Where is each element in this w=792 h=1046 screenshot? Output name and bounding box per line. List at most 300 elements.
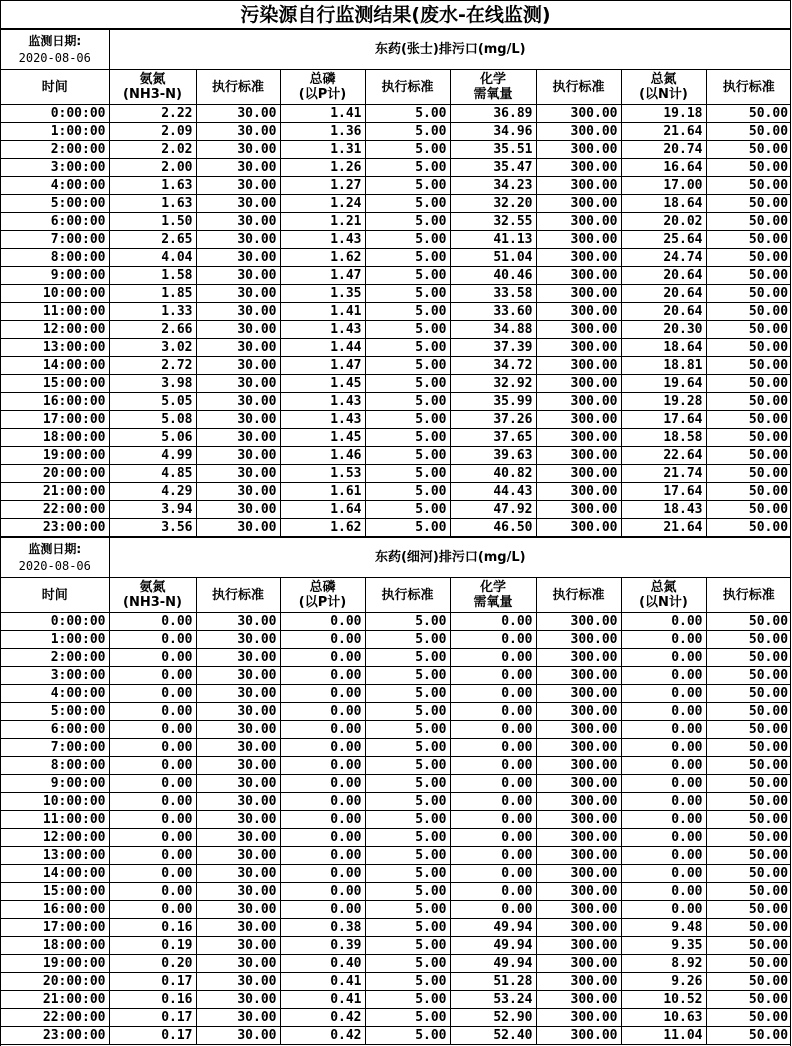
table-row xyxy=(1,393,791,411)
cell-total-nitrogen: 0.00 xyxy=(621,685,706,703)
cell-total-nitrogen: 17.64 xyxy=(621,483,706,501)
cell-ammonia-nitrogen: 1.85 xyxy=(109,285,196,303)
cell-total-nitrogen: 10.52 xyxy=(621,991,706,1009)
cell-total-nitrogen: 0.00 xyxy=(621,811,706,829)
cell-ammonia-standard: 30.00 xyxy=(196,883,280,901)
cell-nitrogen-standard: 50.00 xyxy=(706,447,791,465)
cell-cod-standard: 300.00 xyxy=(536,937,621,955)
cell-ammonia-nitrogen: 1.50 xyxy=(109,213,196,231)
cell-time: 6:00:00 xyxy=(1,213,109,231)
cell-cod: 35.51 xyxy=(450,141,536,159)
cell-phosphorus-standard: 5.00 xyxy=(365,321,450,339)
cell-cod-standard: 300.00 xyxy=(536,757,621,775)
cell-cod-standard: 300.00 xyxy=(536,339,621,357)
cell-nitrogen-standard: 50.00 xyxy=(706,429,791,447)
column-header-row xyxy=(1,70,791,105)
table-row xyxy=(1,375,791,393)
cell-ammonia-nitrogen: 2.02 xyxy=(109,141,196,159)
cell-ammonia-nitrogen: 0.00 xyxy=(109,793,196,811)
cell-cod: 49.94 xyxy=(450,919,536,937)
cell-cod: 32.92 xyxy=(450,375,536,393)
cell-time: 6:00:00 xyxy=(1,721,109,739)
cell-cod: 0.00 xyxy=(450,613,536,631)
cell-total-nitrogen: 20.64 xyxy=(621,285,706,303)
cell-ammonia-nitrogen: 1.58 xyxy=(109,267,196,285)
cell-total-nitrogen: 19.28 xyxy=(621,393,706,411)
cell-ammonia-standard: 30.00 xyxy=(196,123,280,141)
cell-cod: 0.00 xyxy=(450,739,536,757)
cell-ammonia-standard: 30.00 xyxy=(196,321,280,339)
cell-total-nitrogen: 18.81 xyxy=(621,357,706,375)
cell-nitrogen-standard: 50.00 xyxy=(706,393,791,411)
cell-cod-standard: 300.00 xyxy=(536,213,621,231)
cell-nitrogen-standard: 50.00 xyxy=(706,195,791,213)
cell-total-phosphorus: 1.43 xyxy=(280,411,365,429)
cell-cod: 0.00 xyxy=(450,649,536,667)
cell-cod-standard: 300.00 xyxy=(536,919,621,937)
header-text: 总磷 xyxy=(309,580,336,595)
cell-total-nitrogen: 0.00 xyxy=(621,721,706,739)
cell-nitrogen-standard: 50.00 xyxy=(706,991,791,1009)
header-total-nitrogen xyxy=(621,70,706,105)
header-ammonia-nitrogen xyxy=(109,70,196,105)
cell-cod: 35.99 xyxy=(450,393,536,411)
cell-ammonia-standard: 30.00 xyxy=(196,667,280,685)
header-cod-standard xyxy=(536,578,621,613)
header-text: 执行标准 xyxy=(722,79,775,95)
table-row xyxy=(1,213,791,231)
cell-total-phosphorus: 0.42 xyxy=(280,1009,365,1027)
cell-cod: 0.00 xyxy=(450,829,536,847)
cell-ammonia-standard: 30.00 xyxy=(196,919,280,937)
cell-cod-standard: 300.00 xyxy=(536,685,621,703)
cell-time: 15:00:00 xyxy=(1,883,109,901)
cell-ammonia-nitrogen: 0.19 xyxy=(109,937,196,955)
cell-total-phosphorus: 1.36 xyxy=(280,123,365,141)
monitoring-date xyxy=(1,30,109,70)
cell-total-nitrogen: 18.43 xyxy=(621,501,706,519)
cell-cod-standard: 300.00 xyxy=(536,303,621,321)
cell-nitrogen-standard: 50.00 xyxy=(706,375,791,393)
table-row xyxy=(1,703,791,721)
cell-phosphorus-standard: 5.00 xyxy=(365,613,450,631)
cell-ammonia-standard: 30.00 xyxy=(196,285,280,303)
cell-ammonia-nitrogen: 2.22 xyxy=(109,105,196,123)
cell-ammonia-standard: 30.00 xyxy=(196,793,280,811)
cell-ammonia-nitrogen: 0.16 xyxy=(109,919,196,937)
cell-ammonia-standard: 30.00 xyxy=(196,865,280,883)
cell-time: 14:00:00 xyxy=(1,865,109,883)
cell-cod: 44.43 xyxy=(450,483,536,501)
cell-cod-standard: 300.00 xyxy=(536,447,621,465)
cell-total-nitrogen: 18.64 xyxy=(621,339,706,357)
table-row xyxy=(1,339,791,357)
header-text: (NH3-N) xyxy=(123,87,182,102)
table-row xyxy=(1,303,791,321)
cell-total-phosphorus: 0.00 xyxy=(280,631,365,649)
cell-phosphorus-standard: 5.00 xyxy=(365,649,450,667)
station-name xyxy=(109,538,791,578)
cell-time: 21:00:00 xyxy=(1,483,109,501)
cell-ammonia-nitrogen: 0.00 xyxy=(109,721,196,739)
cell-total-nitrogen: 21.64 xyxy=(621,123,706,141)
cell-cod: 33.60 xyxy=(450,303,536,321)
cell-ammonia-standard: 30.00 xyxy=(196,105,280,123)
cell-phosphorus-standard: 5.00 xyxy=(365,519,450,537)
cell-ammonia-nitrogen: 3.94 xyxy=(109,501,196,519)
cell-time: 2:00:00 xyxy=(1,141,109,159)
cell-ammonia-nitrogen: 0.00 xyxy=(109,649,196,667)
cell-total-nitrogen: 19.18 xyxy=(621,105,706,123)
cell-ammonia-standard: 30.00 xyxy=(196,213,280,231)
cell-time: 12:00:00 xyxy=(1,321,109,339)
cell-phosphorus-standard: 5.00 xyxy=(365,847,450,865)
cell-phosphorus-standard: 5.00 xyxy=(365,793,450,811)
cell-ammonia-standard: 30.00 xyxy=(196,775,280,793)
cell-ammonia-standard: 30.00 xyxy=(196,649,280,667)
cell-nitrogen-standard: 50.00 xyxy=(706,231,791,249)
cell-cod: 34.23 xyxy=(450,177,536,195)
cell-cod: 0.00 xyxy=(450,865,536,883)
cell-phosphorus-standard: 5.00 xyxy=(365,901,450,919)
cell-time: 18:00:00 xyxy=(1,937,109,955)
cell-ammonia-standard: 30.00 xyxy=(196,483,280,501)
header-text: 执行标准 xyxy=(552,79,605,95)
table-row xyxy=(1,757,791,775)
cell-time: 5:00:00 xyxy=(1,703,109,721)
cell-ammonia-nitrogen: 0.17 xyxy=(109,973,196,991)
cell-phosphorus-standard: 5.00 xyxy=(365,249,450,267)
cell-phosphorus-standard: 5.00 xyxy=(365,105,450,123)
table-row xyxy=(1,811,791,829)
section-table xyxy=(1,537,791,1045)
cell-cod: 49.94 xyxy=(450,937,536,955)
cell-cod-standard: 300.00 xyxy=(536,811,621,829)
cell-cod-standard: 300.00 xyxy=(536,883,621,901)
table-row xyxy=(1,613,791,631)
cell-ammonia-nitrogen: 5.05 xyxy=(109,393,196,411)
cell-total-phosphorus: 0.40 xyxy=(280,955,365,973)
cell-nitrogen-standard: 50.00 xyxy=(706,703,791,721)
cell-cod-standard: 300.00 xyxy=(536,105,621,123)
cell-nitrogen-standard: 50.00 xyxy=(706,829,791,847)
cell-phosphorus-standard: 5.00 xyxy=(365,721,450,739)
station-row xyxy=(1,30,791,70)
cell-total-phosphorus: 1.45 xyxy=(280,375,365,393)
cell-total-phosphorus: 1.64 xyxy=(280,501,365,519)
cell-phosphorus-standard: 5.00 xyxy=(365,937,450,955)
cell-ammonia-standard: 30.00 xyxy=(196,519,280,537)
cell-phosphorus-standard: 5.00 xyxy=(365,339,450,357)
table-row xyxy=(1,285,791,303)
cell-ammonia-standard: 30.00 xyxy=(196,141,280,159)
cell-total-phosphorus: 1.47 xyxy=(280,357,365,375)
table-row xyxy=(1,991,791,1009)
cell-ammonia-standard: 30.00 xyxy=(196,231,280,249)
cell-total-nitrogen: 20.30 xyxy=(621,321,706,339)
cell-ammonia-standard: 30.00 xyxy=(196,991,280,1009)
cell-ammonia-nitrogen: 4.04 xyxy=(109,249,196,267)
cell-cod-standard: 300.00 xyxy=(536,793,621,811)
cell-cod: 36.89 xyxy=(450,105,536,123)
cell-ammonia-nitrogen: 3.02 xyxy=(109,339,196,357)
cell-ammonia-standard: 30.00 xyxy=(196,847,280,865)
cell-total-phosphorus: 0.00 xyxy=(280,739,365,757)
cell-total-nitrogen: 24.74 xyxy=(621,249,706,267)
cell-total-phosphorus: 0.00 xyxy=(280,685,365,703)
cell-total-nitrogen: 0.00 xyxy=(621,775,706,793)
cell-time: 9:00:00 xyxy=(1,267,109,285)
cell-phosphorus-standard: 5.00 xyxy=(365,231,450,249)
header-text: 执行标准 xyxy=(381,79,434,95)
cell-total-nitrogen: 20.64 xyxy=(621,303,706,321)
header-phosphorus-standard xyxy=(365,70,450,105)
cell-cod-standard: 300.00 xyxy=(536,703,621,721)
cell-cod: 34.96 xyxy=(450,123,536,141)
cell-cod-standard: 300.00 xyxy=(536,285,621,303)
cell-time: 7:00:00 xyxy=(1,739,109,757)
table-row xyxy=(1,123,791,141)
cell-total-nitrogen: 0.00 xyxy=(621,757,706,775)
cell-phosphorus-standard: 5.00 xyxy=(365,631,450,649)
table-row xyxy=(1,649,791,667)
cell-cod: 0.00 xyxy=(450,811,536,829)
cell-cod: 34.88 xyxy=(450,321,536,339)
table-row xyxy=(1,793,791,811)
cell-cod-standard: 300.00 xyxy=(536,267,621,285)
table-row xyxy=(1,411,791,429)
header-text: 执行标准 xyxy=(211,587,264,603)
cell-nitrogen-standard: 50.00 xyxy=(706,649,791,667)
cell-ammonia-standard: 30.00 xyxy=(196,739,280,757)
cell-total-phosphorus: 0.00 xyxy=(280,649,365,667)
cell-ammonia-nitrogen: 0.00 xyxy=(109,811,196,829)
header-text: 执行标准 xyxy=(722,587,775,603)
cell-time: 1:00:00 xyxy=(1,631,109,649)
header-phosphorus-standard xyxy=(365,578,450,613)
cell-total-phosphorus: 0.00 xyxy=(280,901,365,919)
cell-cod: 0.00 xyxy=(450,667,536,685)
cell-total-phosphorus: 1.45 xyxy=(280,429,365,447)
cell-total-nitrogen: 20.74 xyxy=(621,141,706,159)
cell-total-nitrogen: 0.00 xyxy=(621,703,706,721)
cell-ammonia-standard: 30.00 xyxy=(196,757,280,775)
date-label: 监测日期: xyxy=(28,33,82,48)
cell-time: 12:00:00 xyxy=(1,829,109,847)
cell-nitrogen-standard: 50.00 xyxy=(706,739,791,757)
cell-phosphorus-standard: 5.00 xyxy=(365,141,450,159)
cell-cod: 0.00 xyxy=(450,685,536,703)
cell-total-nitrogen: 9.48 xyxy=(621,919,706,937)
cell-nitrogen-standard: 50.00 xyxy=(706,811,791,829)
cell-phosphorus-standard: 5.00 xyxy=(365,285,450,303)
cell-cod: 40.82 xyxy=(450,465,536,483)
cell-ammonia-nitrogen: 2.66 xyxy=(109,321,196,339)
cell-phosphorus-standard: 5.00 xyxy=(365,811,450,829)
cell-nitrogen-standard: 50.00 xyxy=(706,1009,791,1027)
cell-total-phosphorus: 0.00 xyxy=(280,883,365,901)
header-text: (以P计) xyxy=(298,87,347,102)
header-text: 时间 xyxy=(41,79,68,95)
cell-cod: 32.55 xyxy=(450,213,536,231)
table-row xyxy=(1,685,791,703)
cell-cod: 41.13 xyxy=(450,231,536,249)
cell-total-phosphorus: 1.35 xyxy=(280,285,365,303)
header-text: 执行标准 xyxy=(381,587,434,603)
cell-ammonia-nitrogen: 0.00 xyxy=(109,757,196,775)
cell-nitrogen-standard: 50.00 xyxy=(706,339,791,357)
cell-cod-standard: 300.00 xyxy=(536,429,621,447)
cell-cod: 0.00 xyxy=(450,847,536,865)
cell-ammonia-standard: 30.00 xyxy=(196,501,280,519)
cell-ammonia-standard: 30.00 xyxy=(196,267,280,285)
cell-total-phosphorus: 0.00 xyxy=(280,775,365,793)
cell-ammonia-nitrogen: 0.00 xyxy=(109,685,196,703)
cell-cod: 34.72 xyxy=(450,357,536,375)
cell-total-phosphorus: 0.00 xyxy=(280,829,365,847)
cell-ammonia-nitrogen: 0.00 xyxy=(109,883,196,901)
cell-phosphorus-standard: 5.00 xyxy=(365,411,450,429)
cell-cod: 39.63 xyxy=(450,447,536,465)
cell-phosphorus-standard: 5.00 xyxy=(365,465,450,483)
cell-phosphorus-standard: 5.00 xyxy=(365,829,450,847)
cell-time: 23:00:00 xyxy=(1,1027,109,1045)
station-label: 东药(细河)排污口(mg/L) xyxy=(374,550,526,565)
cell-nitrogen-standard: 50.00 xyxy=(706,973,791,991)
cell-total-nitrogen: 8.92 xyxy=(621,955,706,973)
cell-total-phosphorus: 1.43 xyxy=(280,231,365,249)
cell-ammonia-standard: 30.00 xyxy=(196,973,280,991)
cell-ammonia-nitrogen: 1.63 xyxy=(109,177,196,195)
cell-phosphorus-standard: 5.00 xyxy=(365,973,450,991)
cell-cod: 0.00 xyxy=(450,775,536,793)
table-row xyxy=(1,357,791,375)
cell-cod: 53.24 xyxy=(450,991,536,1009)
cell-cod-standard: 300.00 xyxy=(536,195,621,213)
cell-phosphorus-standard: 5.00 xyxy=(365,919,450,937)
cell-cod-standard: 300.00 xyxy=(536,321,621,339)
cell-phosphorus-standard: 5.00 xyxy=(365,955,450,973)
cell-total-nitrogen: 0.00 xyxy=(621,613,706,631)
cell-nitrogen-standard: 50.00 xyxy=(706,937,791,955)
table-row xyxy=(1,775,791,793)
cell-ammonia-standard: 30.00 xyxy=(196,375,280,393)
table-row xyxy=(1,465,791,483)
cell-ammonia-nitrogen: 0.00 xyxy=(109,901,196,919)
cell-total-nitrogen: 17.00 xyxy=(621,177,706,195)
cell-phosphorus-standard: 5.00 xyxy=(365,429,450,447)
cell-nitrogen-standard: 50.00 xyxy=(706,721,791,739)
header-text: 总磷 xyxy=(309,72,336,87)
cell-time: 20:00:00 xyxy=(1,973,109,991)
table-row xyxy=(1,159,791,177)
cell-nitrogen-standard: 50.00 xyxy=(706,919,791,937)
cell-time: 0:00:00 xyxy=(1,613,109,631)
cell-total-phosphorus: 0.42 xyxy=(280,1027,365,1045)
cell-time: 9:00:00 xyxy=(1,775,109,793)
table-row xyxy=(1,973,791,991)
cell-ammonia-standard: 30.00 xyxy=(196,613,280,631)
cell-cod-standard: 300.00 xyxy=(536,865,621,883)
cell-nitrogen-standard: 50.00 xyxy=(706,321,791,339)
cell-cod-standard: 300.00 xyxy=(536,955,621,973)
cell-ammonia-standard: 30.00 xyxy=(196,829,280,847)
cell-cod-standard: 300.00 xyxy=(536,631,621,649)
cell-ammonia-standard: 30.00 xyxy=(196,901,280,919)
cell-ammonia-nitrogen: 0.00 xyxy=(109,739,196,757)
cell-time: 16:00:00 xyxy=(1,901,109,919)
cell-cod: 0.00 xyxy=(450,757,536,775)
cell-phosphorus-standard: 5.00 xyxy=(365,303,450,321)
cell-cod-standard: 300.00 xyxy=(536,739,621,757)
cell-phosphorus-standard: 5.00 xyxy=(365,739,450,757)
cell-ammonia-nitrogen: 3.56 xyxy=(109,519,196,537)
header-text: 时间 xyxy=(41,587,68,603)
cell-total-phosphorus: 0.38 xyxy=(280,919,365,937)
table-row xyxy=(1,667,791,685)
cell-ammonia-standard: 30.00 xyxy=(196,411,280,429)
cell-time: 21:00:00 xyxy=(1,991,109,1009)
cell-nitrogen-standard: 50.00 xyxy=(706,123,791,141)
cell-ammonia-standard: 30.00 xyxy=(196,357,280,375)
cell-time: 5:00:00 xyxy=(1,195,109,213)
cell-total-nitrogen: 0.00 xyxy=(621,901,706,919)
cell-ammonia-nitrogen: 2.09 xyxy=(109,123,196,141)
cell-time: 10:00:00 xyxy=(1,285,109,303)
cell-total-phosphorus: 1.21 xyxy=(280,213,365,231)
cell-total-nitrogen: 0.00 xyxy=(621,883,706,901)
cell-total-phosphorus: 0.00 xyxy=(280,865,365,883)
cell-cod-standard: 300.00 xyxy=(536,847,621,865)
cell-cod: 51.28 xyxy=(450,973,536,991)
cell-nitrogen-standard: 50.00 xyxy=(706,1027,791,1045)
table-row xyxy=(1,483,791,501)
cell-phosphorus-standard: 5.00 xyxy=(365,865,450,883)
table-row xyxy=(1,519,791,537)
cell-total-phosphorus: 1.31 xyxy=(280,141,365,159)
cell-cod: 33.58 xyxy=(450,285,536,303)
cell-nitrogen-standard: 50.00 xyxy=(706,847,791,865)
cell-nitrogen-standard: 50.00 xyxy=(706,667,791,685)
cell-cod-standard: 300.00 xyxy=(536,123,621,141)
cell-cod-standard: 300.00 xyxy=(536,721,621,739)
cell-phosphorus-standard: 5.00 xyxy=(365,883,450,901)
date-label: 监测日期: xyxy=(28,541,82,556)
table-row xyxy=(1,721,791,739)
cell-cod-standard: 300.00 xyxy=(536,991,621,1009)
header-text: (NH3-N) xyxy=(123,595,182,610)
cell-cod-standard: 300.00 xyxy=(536,231,621,249)
cell-ammonia-nitrogen: 4.85 xyxy=(109,465,196,483)
cell-time: 4:00:00 xyxy=(1,177,109,195)
table-row xyxy=(1,141,791,159)
cell-cod-standard: 300.00 xyxy=(536,393,621,411)
cell-nitrogen-standard: 50.00 xyxy=(706,501,791,519)
cell-total-phosphorus: 0.00 xyxy=(280,757,365,775)
table-row xyxy=(1,901,791,919)
cell-phosphorus-standard: 5.00 xyxy=(365,1009,450,1027)
header-total-nitrogen xyxy=(621,578,706,613)
monitoring-date xyxy=(1,538,109,578)
table-row xyxy=(1,1027,791,1045)
cell-cod-standard: 300.00 xyxy=(536,519,621,537)
cell-ammonia-standard: 30.00 xyxy=(196,393,280,411)
cell-phosphorus-standard: 5.00 xyxy=(365,195,450,213)
header-text: 氨氮 xyxy=(139,72,166,87)
cell-cod: 40.46 xyxy=(450,267,536,285)
cell-time: 22:00:00 xyxy=(1,1009,109,1027)
cell-cod-standard: 300.00 xyxy=(536,1027,621,1045)
